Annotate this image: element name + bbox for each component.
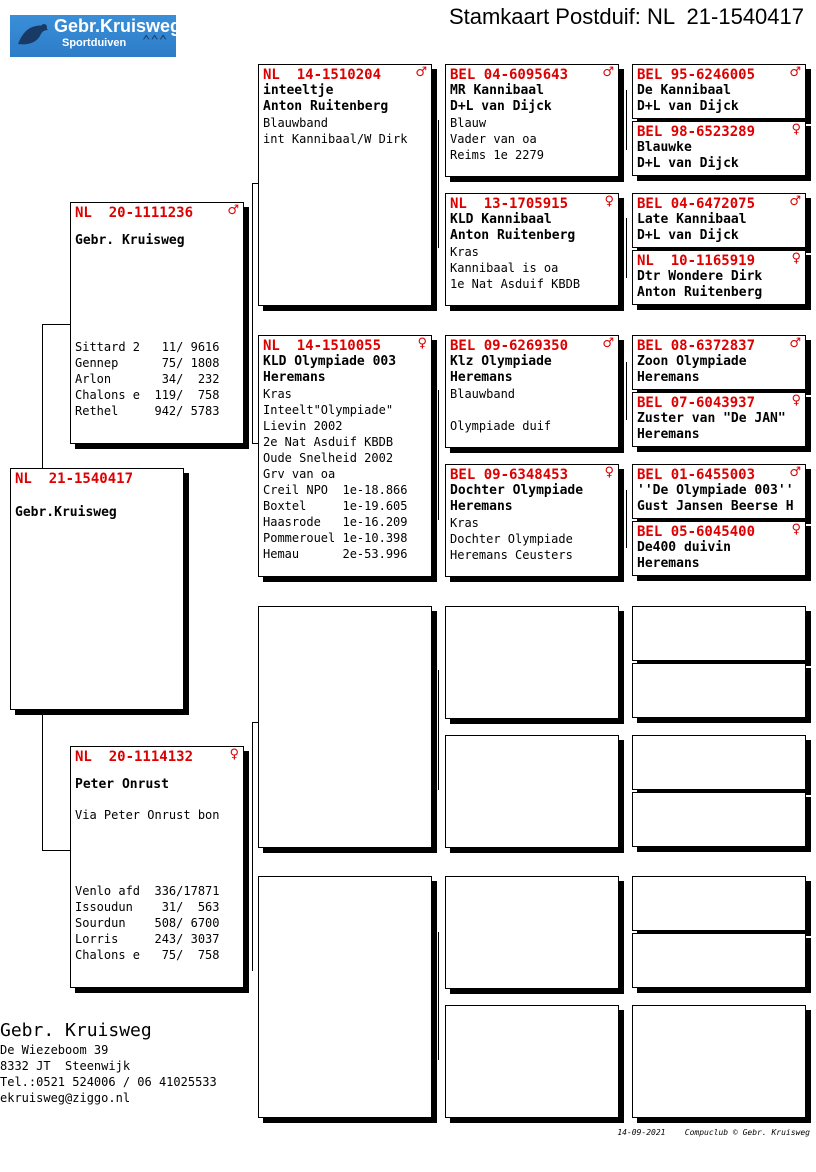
detail-line: Kannibaal is oa <box>450 261 559 275</box>
empty-card[interactable] <box>632 876 806 931</box>
great-grandparent-card[interactable] <box>445 464 619 577</box>
detail-line: Olympiade duif <box>450 419 552 433</box>
ancestor-ring: BEL 05-6045400 <box>637 524 756 540</box>
empty-card[interactable] <box>632 1005 806 1118</box>
ancestor-card[interactable] <box>632 121 806 176</box>
ggp3-name: Klz Olympiade <box>450 354 552 369</box>
gp1-name: inteeltje <box>263 83 334 98</box>
ancestor-card[interactable] <box>632 521 806 576</box>
connector-line <box>42 850 70 851</box>
mother-card[interactable] <box>70 746 244 988</box>
female-icon: ♀ <box>791 122 801 137</box>
owner-phone: Tel.:0521 524006 / 06 41025533 <box>0 1075 217 1089</box>
ggp1-name: MR Kannibaal <box>450 83 544 98</box>
detail-line: Hemau 2e-53.996 <box>263 547 408 561</box>
owner-address: De Wiezeboom 39 <box>0 1043 109 1057</box>
detail-line: 1e Nat Asduif KBDB <box>450 277 581 291</box>
female-icon: ♀ <box>604 194 614 209</box>
connector-line <box>438 120 439 248</box>
connector-line <box>626 362 627 420</box>
ancestor-ring: BEL 98-6523289 <box>637 124 756 140</box>
owner-block <box>0 1020 217 1106</box>
detail-line: Creil NPO 1e-18.866 <box>263 483 408 497</box>
empty-card[interactable] <box>258 606 432 848</box>
ancestor-card[interactable] <box>632 250 806 305</box>
result-line: Rethel 942/ 5783 <box>75 404 220 418</box>
ancestor-name: Late Kannibaal <box>637 212 747 227</box>
connector-line <box>42 710 43 850</box>
detail-line: Grv van oa <box>263 467 336 481</box>
female-icon: ♀ <box>604 465 614 480</box>
connector-line <box>438 670 439 790</box>
result-line: Gennep 75/ 1808 <box>75 356 220 370</box>
detail-line: 2e Nat Asduif KBDB <box>263 435 394 449</box>
detail-line: Blauwband <box>263 116 329 130</box>
connector-line <box>438 932 439 1060</box>
ancestor-card[interactable] <box>632 64 806 119</box>
ggp4-breeder: Heremans <box>450 499 513 514</box>
detail-line: Reims 1e 2279 <box>450 148 544 162</box>
empty-card[interactable] <box>445 1005 619 1118</box>
empty-card[interactable] <box>445 735 619 848</box>
female-icon: ♀ <box>417 336 427 351</box>
ancestor-breeder: Heremans <box>637 370 700 385</box>
detail-line: Dochter Olympiade <box>450 532 573 546</box>
great-grandparent-card[interactable] <box>445 64 619 177</box>
ancestor-ring: BEL 04-6472075 <box>637 196 756 212</box>
empty-card[interactable] <box>632 792 806 847</box>
ancestor-breeder: D+L van Dijck <box>637 156 739 171</box>
detail-line: Kras <box>263 387 292 401</box>
female-icon: ♀ <box>791 393 801 408</box>
mother-name: Peter Onrust <box>75 777 169 792</box>
male-icon: ♂ <box>789 465 801 480</box>
ancestor-card[interactable] <box>632 335 806 390</box>
male-icon: ♂ <box>602 65 614 80</box>
empty-card[interactable] <box>632 606 806 661</box>
ggp3-ring: BEL 09-6269350 <box>450 338 569 354</box>
detail-line: Pommerouel 1e-10.398 <box>263 531 408 545</box>
gp2-name: KLD Olympiade 003 <box>263 354 397 369</box>
subject-name: Gebr.Kruisweg <box>15 505 117 520</box>
empty-card[interactable] <box>258 876 432 1118</box>
result-line: Chalons e 75/ 758 <box>75 948 220 962</box>
gp2-ring: NL 14-1510055 <box>263 338 382 354</box>
connector-line <box>626 490 627 548</box>
owner-postcode: 8332 JT Steenwijk <box>0 1059 131 1073</box>
gp1-ring: NL 14-1510204 <box>263 67 382 83</box>
male-icon: ♂ <box>227 203 239 218</box>
result-line: Arlon 34/ 232 <box>75 372 220 386</box>
logo-subtitle: Sportduiven <box>62 37 127 49</box>
ancestor-name: De Kannibaal <box>637 83 731 98</box>
result-line: Issoudun 31/ 563 <box>75 900 220 914</box>
male-icon: ♂ <box>789 65 801 80</box>
detail-line: Inteelt"Olympiade" <box>263 403 394 417</box>
ancestor-ring: BEL 01-6455003 <box>637 467 756 483</box>
connector-line <box>438 390 439 520</box>
detail-line: Blauwband <box>450 387 516 401</box>
connector-line <box>42 324 70 325</box>
result-line: Sittard 2 11/ 9616 <box>75 340 220 354</box>
empty-card[interactable] <box>445 606 619 719</box>
pigeon-icon <box>14 16 54 56</box>
gp1-breeder: Anton Ruitenberg <box>263 99 389 114</box>
detail-line: int Kannibaal/W Dirk <box>263 132 408 146</box>
ancestor-breeder: D+L van Dijck <box>637 228 739 243</box>
ancestor-name: Zoon Olympiade <box>637 354 747 369</box>
detail-line: Boxtel 1e-19.605 <box>263 499 408 513</box>
female-icon: ♀ <box>791 251 801 266</box>
empty-card[interactable] <box>445 876 619 989</box>
ancestor-ring: BEL 95-6246005 <box>637 67 756 83</box>
empty-card[interactable] <box>632 735 806 790</box>
grandparent-card[interactable] <box>258 64 432 306</box>
detail-line: Haasrode 1e-16.209 <box>263 515 408 529</box>
female-icon: ♀ <box>229 747 239 762</box>
ancestor-card[interactable] <box>632 464 806 519</box>
empty-card[interactable] <box>632 933 806 988</box>
male-icon: ♂ <box>789 336 801 351</box>
grandparent-card[interactable] <box>258 335 432 577</box>
subject-card[interactable] <box>10 468 184 710</box>
ancestor-breeder: Heremans <box>637 427 700 442</box>
female-icon: ♀ <box>791 522 801 537</box>
detail-line: Vader van oa <box>450 132 537 146</box>
mother-ring: NL 20-1114132 <box>75 749 194 765</box>
mother-note: Via Peter Onrust bon <box>75 808 220 822</box>
connector-line <box>42 324 43 468</box>
ggp1-ring: BEL 04-6095643 <box>450 67 569 83</box>
birds-icon: ⌃⌃⌃ <box>142 33 168 49</box>
detail-line: Heremans Ceusters <box>450 548 573 562</box>
page-title: Stamkaart Postduif: NL 21-1540417 <box>448 4 804 29</box>
ancestor-name: Dtr Wondere Dirk <box>637 269 763 284</box>
male-icon: ♂ <box>602 336 614 351</box>
connector-line <box>626 218 627 278</box>
ggp4-ring: BEL 09-6348453 <box>450 467 569 483</box>
detail-line: Blauw <box>450 116 487 130</box>
empty-card[interactable] <box>632 663 806 718</box>
ancestor-card[interactable] <box>632 193 806 248</box>
ancestor-name: De400 duivin <box>637 540 731 555</box>
detail-line: Lievin 2002 <box>263 419 343 433</box>
ancestor-breeder: D+L van Dijck <box>637 99 739 114</box>
great-grandparent-card[interactable] <box>445 335 619 448</box>
ancestor-breeder: Heremans <box>637 556 700 571</box>
ancestor-name: Zuster van "De JAN" <box>637 411 786 426</box>
footer <box>617 1128 810 1137</box>
detail-line: Kras <box>450 245 479 259</box>
ggp2-name: KLD Kannibaal <box>450 212 552 227</box>
ancestor-card[interactable] <box>632 392 806 447</box>
result-line: Chalons e 119/ 758 <box>75 388 220 402</box>
ancestor-breeder: Gust Jansen Beerse H <box>637 499 794 514</box>
ancestor-breeder: Anton Ruitenberg <box>637 285 763 300</box>
logo <box>10 15 182 57</box>
footer-credit: Compuclub © Gebr. Kruisweg <box>684 1128 810 1137</box>
ancestor-ring: BEL 08-6372837 <box>637 338 756 354</box>
male-icon: ♂ <box>415 65 427 80</box>
ancestor-ring: BEL 07-6043937 <box>637 395 756 411</box>
detail-line: Oude Snelheid 2002 <box>263 451 394 465</box>
connector-line <box>252 183 253 443</box>
logo-title: Gebr.Kruisweg <box>54 16 182 36</box>
ancestor-name: Blauwke <box>637 140 692 155</box>
ggp1-breeder: D+L van Dijck <box>450 99 552 114</box>
detail-line: Kras <box>450 516 479 530</box>
ggp2-breeder: Anton Ruitenberg <box>450 228 576 243</box>
connector-line <box>252 722 253 970</box>
connector-line <box>626 90 627 150</box>
gp2-breeder: Heremans <box>263 370 326 385</box>
ggp4-name: Dochter Olympiade <box>450 483 584 498</box>
footer-date: 14-09-2021 <box>617 1128 666 1137</box>
father-ring: NL 20-1111236 <box>75 205 194 221</box>
connector-line <box>252 970 253 971</box>
owner-name: Gebr. Kruisweg <box>0 1020 152 1041</box>
ggp2-ring: NL 13-1705915 <box>450 196 569 212</box>
result-line: Lorris 243/ 3037 <box>75 932 220 946</box>
great-grandparent-card[interactable] <box>445 193 619 306</box>
result-line: Venlo afd 336/17871 <box>75 884 220 898</box>
owner-email[interactable]: ekruisweg@ziggo.nl <box>0 1091 131 1105</box>
ancestor-ring: NL 10-1165919 <box>637 253 756 269</box>
male-icon: ♂ <box>789 194 801 209</box>
subject-ring: NL 21-1540417 <box>15 471 134 487</box>
detail-line <box>450 402 614 418</box>
result-line: Sourdun 508/ 6700 <box>75 916 220 930</box>
ggp3-breeder: Heremans <box>450 370 513 385</box>
father-card[interactable] <box>70 202 244 444</box>
father-name: Gebr. Kruisweg <box>75 233 185 248</box>
ancestor-name: ''De Olympiade 003'' <box>637 483 794 498</box>
